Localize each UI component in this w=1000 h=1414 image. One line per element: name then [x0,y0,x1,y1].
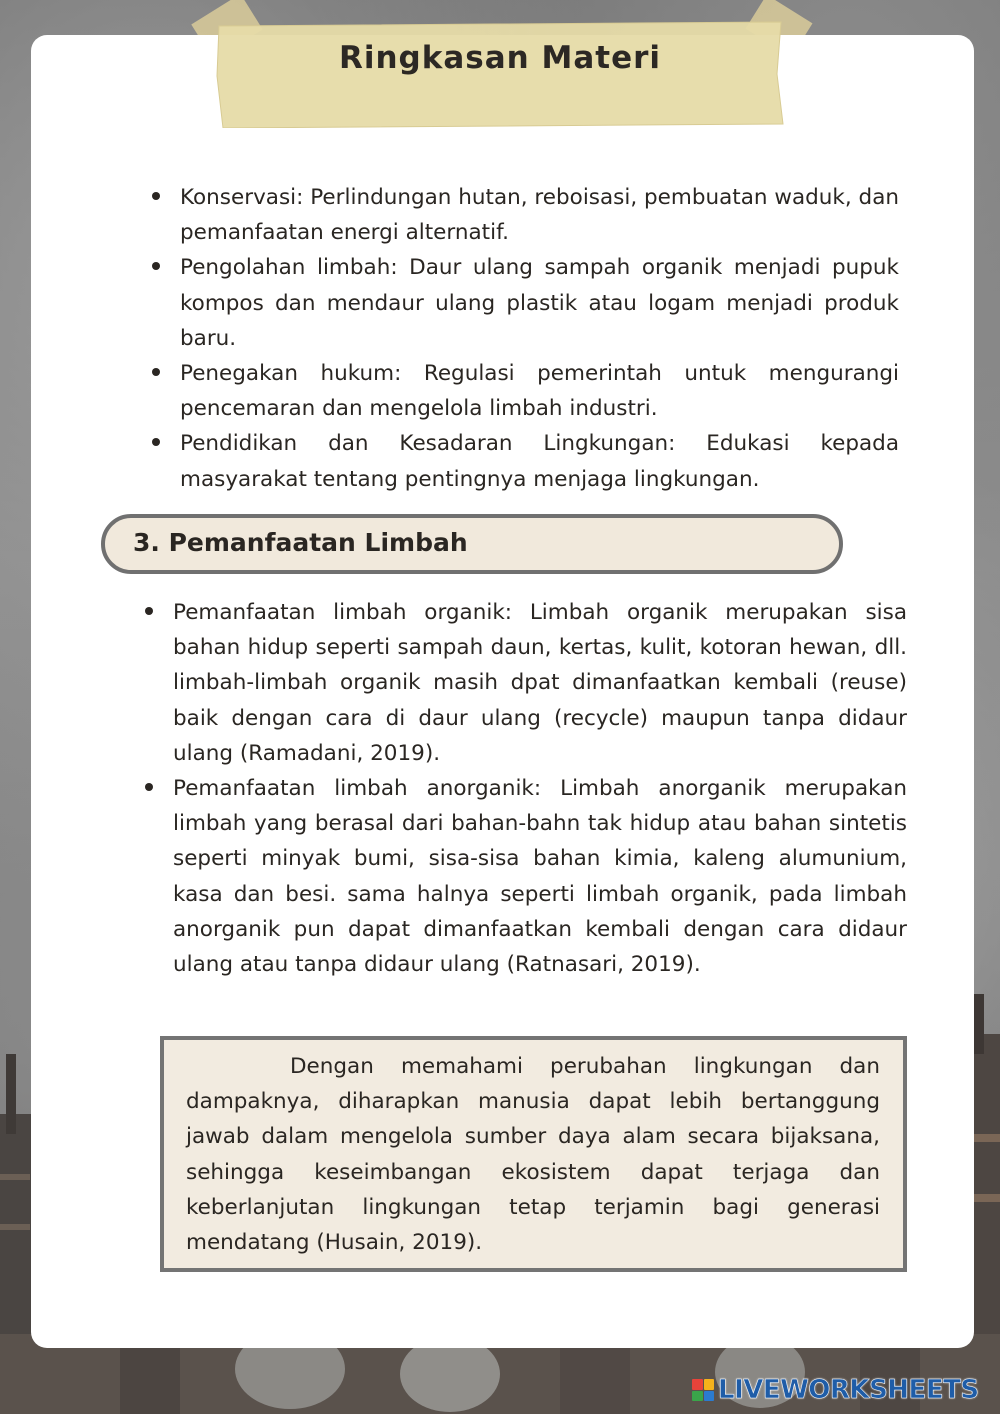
liveworksheets-brand[interactable] [692,1375,979,1405]
logo-square-yellow [704,1379,715,1390]
conservation-list [180,180,899,497]
list-item-text: Penegakan hukum: Regulasi pemerintah untuk mengurangi pencemaran dan mengelola limbah industri. [180,361,899,422]
list-item [180,426,899,496]
list-item [173,771,907,982]
logo-square-green [692,1391,703,1402]
list-item-text: Konservasi: Perlindungan hutan, reboisasi, pembuatan waduk, dan pemanfaatan energi alternatif. [180,185,899,246]
logo-square-blue [704,1391,715,1402]
page-title: Ringkasan Materi [338,40,662,76]
bullet-icon [152,368,160,376]
liveworksheets-logo-icon [692,1379,714,1401]
brand-name: LIVEWORKSHEETS [718,1375,979,1405]
logo-square-red [692,1379,703,1390]
section-heading: 3. Pemanfaatan Limbah [133,528,468,557]
list-item [180,356,899,426]
list-item-text: Pendidikan dan Kesadaran Lingkungan: Edukasi kepada masyarakat tentang pentingnya menjaga lingkungan. [180,431,899,492]
summary-text: Dengan memahami perubahan lingkungan dan dampaknya, diharapkan manusia dapat lebih bertanggung jawab dalam mengelola sumber daya alam secara bijaksana, sehingga keseimbangan ekosistem dapat terjaga dan keberlanjutan lingkungan tetap terjamin bagi generasi mendatang (Husain, 2019). [186,1054,880,1256]
bullet-icon [145,607,153,615]
waste-utilization-list [173,595,907,982]
list-item [173,595,907,771]
list-item-text: Pemanfaatan limbah anorganik: Limbah anorganik merupakan limbah yang berasal dari bahan-bahn tak hidup atau bahan sintetis seperti minyak bumi, sisa-sisa bahan kimia, kaleng alumunium, kasa dan besi. sama halnya seperti limbah organik, pada limbah anorganik pun dapat dimanfaatkan kembali dengan cara didaur ulang atau tanpa didaur ulang (Ratnasari, 2019). [173,776,907,978]
bullet-icon [145,783,153,791]
list-item [180,250,899,356]
list-item-text: Pengolahan limbah: Daur ulang sampah organik menjadi pupuk kompos dan mendaur ulang plastik atau logam menjadi produk baru. [180,255,899,351]
list-item [180,180,899,250]
bullet-icon [152,192,160,200]
list-item-text: Pemanfaatan limbah organik: Limbah organik merupakan sisa bahan hidup seperti sampah daun, kertas, kulit, kotoran hewan, dll. limbah-limbah organik masih dpat dimanfaatkan kembali (reuse) baik dengan cara di daur ulang (recycle) maupun tanpa didaur ulang (Ramadani, 2019). [173,600,907,766]
